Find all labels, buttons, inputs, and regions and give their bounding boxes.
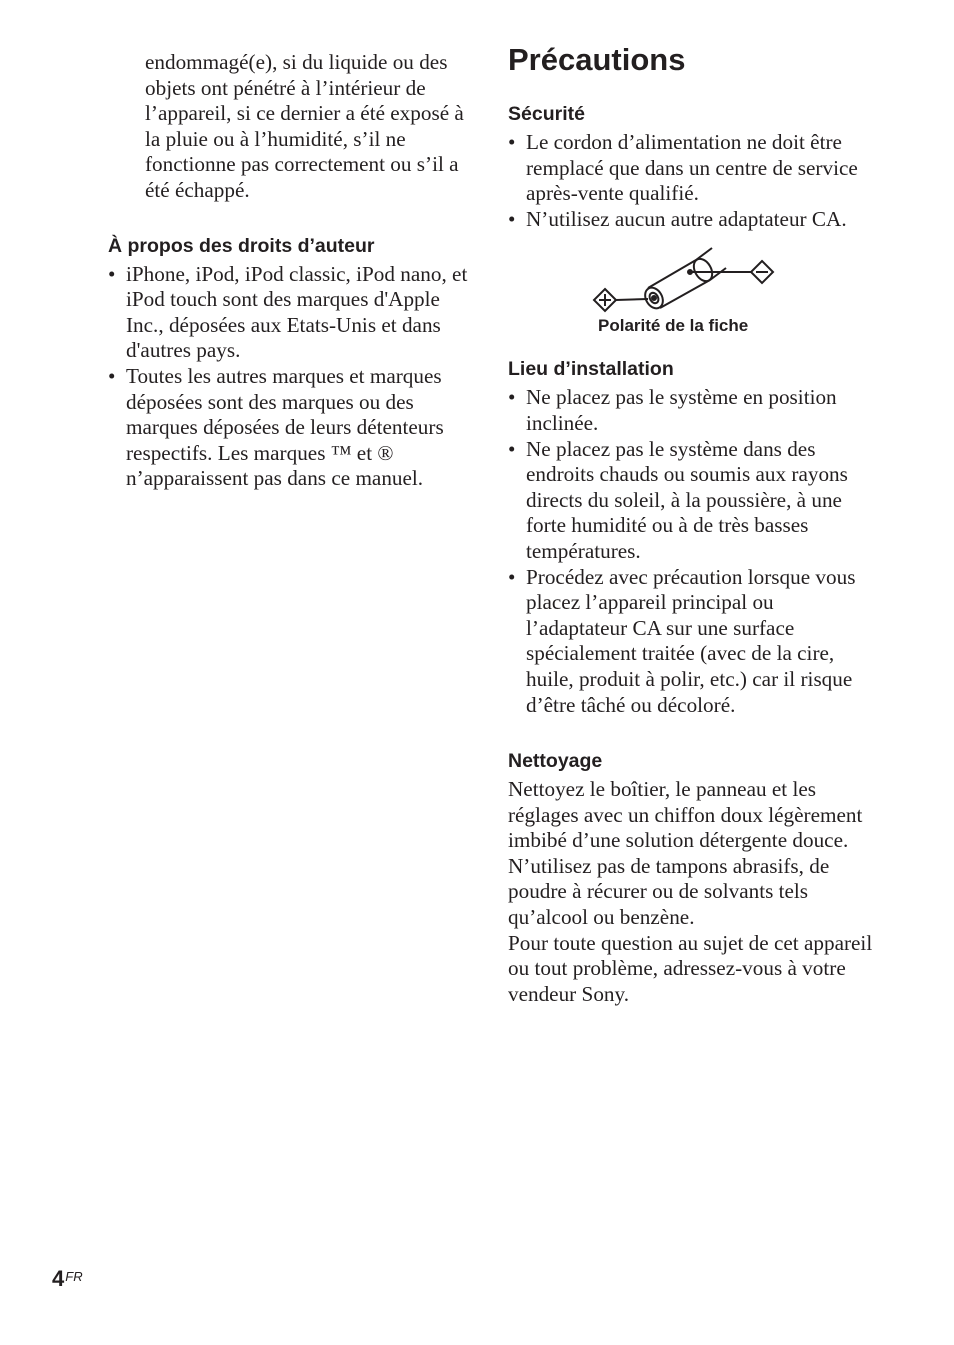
right-column (508, 40, 878, 1007)
cleaning-paragraph: Nettoyez le boîtier, le panneau et les réglages avec un chiffon doux légèrement imbibé d’une solution détergente douce. N’utilisez pas de tampons abrasifs, de poudre à récurer ou de solvants tels qu’alcool ou benzène. (508, 777, 863, 930)
list-item: • Ne placez pas le système en position inclinée. (508, 385, 878, 436)
plug-polarity-figure (508, 246, 878, 336)
language-code: FR (65, 1269, 83, 1284)
page-number-value: 4 (52, 1266, 65, 1291)
security-heading: Sécurité (508, 103, 585, 125)
figure-caption: Polarité de la fiche (598, 316, 749, 336)
security-list (508, 130, 878, 232)
continuation-paragraph: endommagé(e), si du liquide ou des objets ont pénétré à l’intérieur de l’appareil, si ce dernier a été exposé à la pluie ou à l’humidité, s’il ne fonctionne pas correctement ou s’il a été échappé. (145, 50, 464, 202)
page-number (52, 1266, 83, 1292)
list-item: • Toutes les autres marques et marques déposées sont des marques ou des marques déposées de leurs détenteurs respectifs. Les marques ™ et ® n’apparaissent pas dans ce manuel. (108, 364, 468, 492)
installation-heading: Lieu d’installation (508, 358, 674, 381)
left-column (108, 50, 468, 492)
copyright-list (108, 262, 468, 492)
copyright-heading: À propos des droits d’auteur (108, 234, 375, 257)
list-item: • Ne placez pas le système dans des endroits chauds ou soumis aux rayons directs du soleil, à la poussière, à une forte humidité ou à de très basses températures. (508, 437, 878, 565)
list-item: • Procédez avec précaution lorsque vous placez l’appareil principal ou l’adaptateur CA sur une surface spécialement traitée (avec de la cire, huile, produit à polir, etc.) car il risque d’être tâché ou décoloré. (508, 565, 878, 719)
installation-list (508, 385, 878, 718)
list-item: • Le cordon d’alimentation ne doit être remplacé que dans un centre de service après-vente qualifié. (508, 130, 878, 207)
list-item: • N’utilisez aucun autre adaptateur CA. (508, 207, 878, 233)
cleaning-heading: Nettoyage (508, 750, 603, 773)
page-title: Précautions (508, 42, 686, 77)
list-item: • iPhone, iPod, iPod classic, iPod nano, et iPod touch sont des marques d'Apple Inc., déposées aux Etats-Unis et dans d'autres pays. (108, 262, 468, 364)
contact-paragraph: Pour toute question au sujet de cet appareil ou tout problème, adressez-vous à votre vendeur Sony. (508, 930, 873, 1006)
plug-polarity-icon (588, 246, 788, 318)
